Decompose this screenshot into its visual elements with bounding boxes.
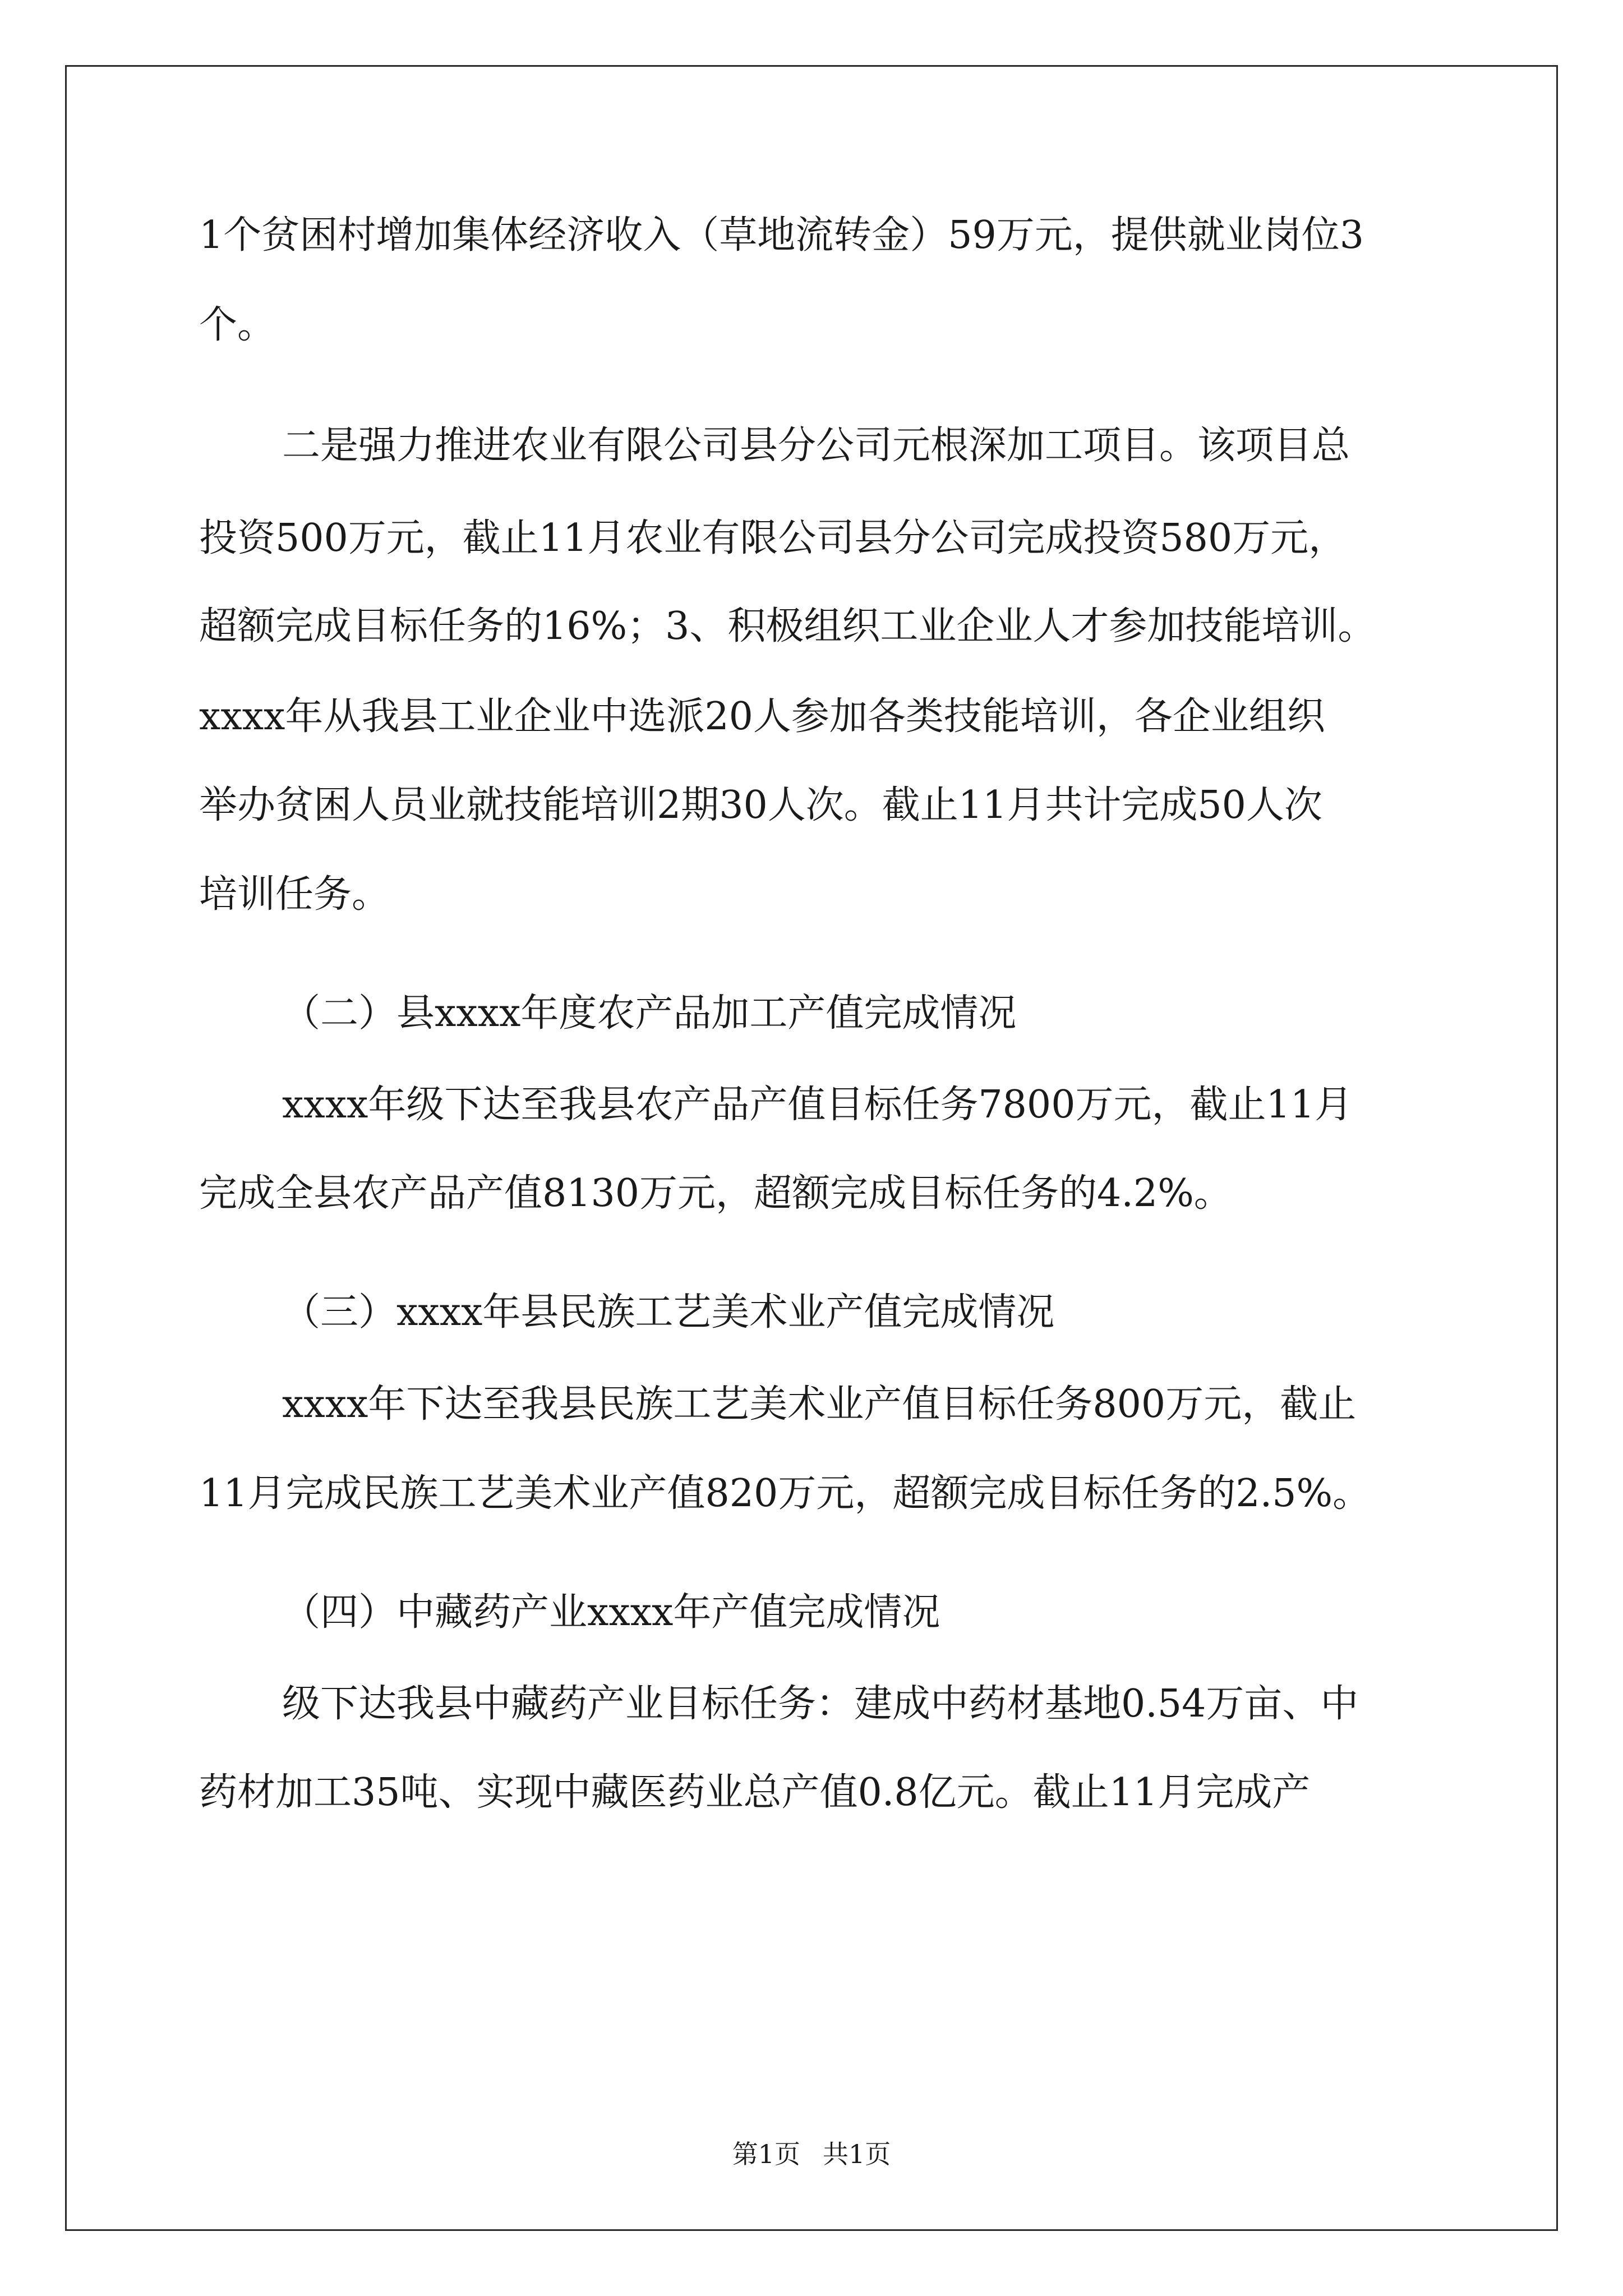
section-heading: （二）县xxxx年度农产品加工产值完成情况 (282, 991, 1017, 1036)
text-line: 药材加工35吨、实现中藏医药业总产值0.8亿元。截止11月完成产 (199, 1770, 1311, 1815)
section-heading: （三）xxxx年县民族工艺美术业产值完成情况 (282, 1290, 1055, 1335)
text-line: 投资500万元，截止11月农业有限公司县分公司完成投资580万元， (199, 516, 1347, 560)
section-heading: （四）中藏药产业xxxx年产值完成情况 (282, 1590, 940, 1635)
page-footer (0, 2137, 1623, 2171)
paragraph-start-line: 级下达我县中藏药产业目标任务：建成中药材基地0.54万亩、中 (282, 1682, 1359, 1726)
text-line: 超额完成目标任务的16%；3、积极组织工业企业人才参加技能培训。 (199, 604, 1376, 648)
page-total: 共1页 (823, 2139, 891, 2169)
page-border (65, 65, 1558, 2231)
page-number: 第1页 (732, 2139, 800, 2169)
text-line: 培训任务。 (199, 872, 390, 917)
text-line: 个。 (199, 303, 276, 347)
text-line: 举办贫困人员业就技能培训2期30人次。截止11月共计完成50人次 (199, 783, 1322, 827)
paragraph-start-line: xxxx年级下达至我县农产品产值目标任务7800万元，截止11月 (282, 1083, 1353, 1127)
text-line: 1个贫困村增加集体经济收入（草地流转金）59万元，提供就业岗位3 (199, 213, 1364, 257)
paragraph-start-line: xxxx年下达至我县民族工艺美术业产值目标任务800万元，截止 (282, 1382, 1357, 1427)
paragraph-start-line: 二是强力推进农业有限公司县分公司元根深加工项目。该项目总 (282, 424, 1350, 468)
text-line: 11月完成民族工艺美术业产值820万元，超额完成目标任务的2.5%。 (199, 1471, 1371, 1516)
text-line: xxxx年从我县工业企业中选派20人参加各类技能培训，各企业组织 (199, 694, 1325, 739)
text-line: 完成全县农产品产值8130万元，超额完成目标任务的4.2%。 (199, 1171, 1232, 1216)
